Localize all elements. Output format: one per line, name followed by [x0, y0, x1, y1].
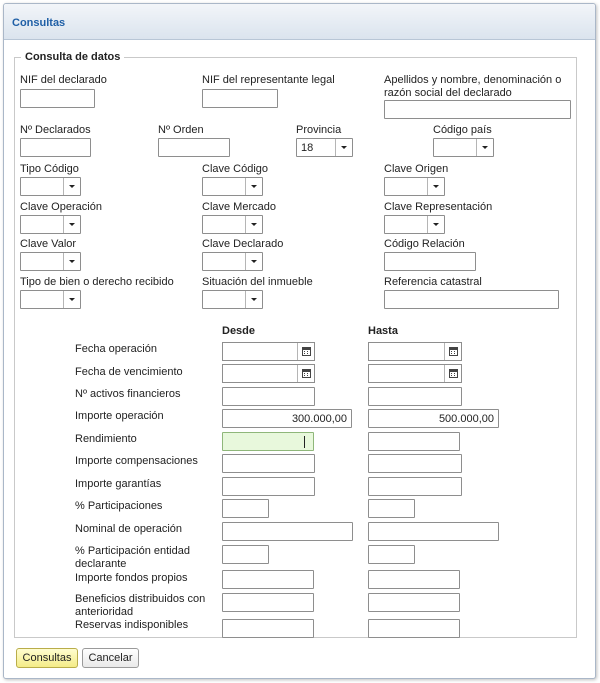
importe-compensaciones-desde[interactable] — [222, 454, 315, 473]
reservas-hasta[interactable] — [368, 619, 460, 638]
panel-header — [4, 4, 595, 40]
nominal-operacion-hasta[interactable] — [368, 522, 499, 541]
chevron-down-icon[interactable] — [245, 291, 262, 308]
clave-representacion-label: Clave Representación — [384, 201, 493, 213]
participacion-entidad-hasta[interactable] — [368, 545, 415, 564]
chevron-down-icon[interactable] — [63, 178, 80, 195]
fecha-vencimiento-hasta[interactable] — [368, 364, 462, 383]
codigo-relacion-label: Código Relación — [384, 238, 465, 250]
n-orden-label: Nº Orden — [158, 124, 204, 136]
section-legend: Consulta de datos — [25, 51, 121, 63]
consultas-button[interactable]: Consultas — [16, 648, 78, 668]
rendimiento-label: Rendimiento — [75, 433, 137, 445]
importe-operacion-hasta[interactable] — [368, 409, 499, 428]
chevron-down-icon[interactable] — [63, 216, 80, 233]
beneficios-label: Beneficios distribuidos con anterioridad — [75, 593, 206, 618]
clave-origen-select[interactable] — [384, 177, 445, 196]
chevron-down-icon[interactable] — [245, 253, 262, 270]
importe-fondos-desde[interactable] — [222, 570, 314, 589]
nominal-operacion-desde[interactable] — [222, 522, 353, 541]
nif-declarado-label: NIF del declarado — [20, 74, 107, 86]
participaciones-hasta[interactable] — [368, 499, 415, 518]
chevron-down-icon[interactable] — [427, 216, 444, 233]
chevron-down-icon[interactable] — [476, 139, 493, 156]
n-activos-label: Nº activos financieros — [75, 388, 181, 400]
nominal-operacion-label: Nominal de operación — [75, 523, 183, 535]
calendar-button[interactable] — [444, 343, 461, 360]
importe-operacion-label: Importe operación — [75, 410, 164, 422]
situacion-inmueble-select[interactable] — [202, 290, 263, 309]
apellidos-input[interactable] — [384, 100, 571, 119]
calendar-button[interactable] — [297, 343, 314, 360]
clave-mercado-label: Clave Mercado — [202, 201, 276, 213]
clave-valor-select[interactable] — [20, 252, 81, 271]
nif-representante-input[interactable] — [202, 89, 278, 108]
participacion-entidad-label: % Participación entidad declarante — [75, 545, 190, 570]
clave-valor-label: Clave Valor — [20, 238, 77, 250]
n-declarados-label: Nº Declarados — [20, 124, 91, 136]
chevron-down-icon[interactable] — [245, 216, 262, 233]
importe-operacion-desde[interactable] — [222, 409, 352, 428]
importe-garantias-desde[interactable] — [222, 477, 315, 496]
reservas-desde[interactable] — [222, 619, 314, 638]
chevron-down-icon[interactable] — [427, 178, 444, 195]
importe-compensaciones-label: Importe compensaciones — [75, 455, 198, 467]
n-declarados-input[interactable] — [20, 138, 91, 157]
referencia-catastral-input[interactable] — [384, 290, 559, 309]
calendar-icon — [449, 369, 458, 378]
nif-declarado-input[interactable] — [20, 89, 95, 108]
n-activos-hasta[interactable] — [368, 387, 462, 406]
codigo-pais-select[interactable] — [433, 138, 494, 157]
fecha-vencimiento-label: Fecha de vencimiento — [75, 366, 183, 378]
participacion-entidad-desde[interactable] — [222, 545, 269, 564]
importe-compensaciones-hasta[interactable] — [368, 454, 462, 473]
clave-representacion-select[interactable] — [384, 215, 445, 234]
provincia-select[interactable] — [296, 138, 353, 157]
clave-declarado-label: Clave Declarado — [202, 238, 284, 250]
tipo-bien-select[interactable] — [20, 290, 81, 309]
hasta-header: Hasta — [368, 325, 398, 337]
calendar-button[interactable] — [444, 365, 461, 382]
calendar-icon — [449, 347, 458, 356]
referencia-catastral-label: Referencia catastral — [384, 276, 482, 288]
situacion-inmueble-label: Situación del inmueble — [202, 276, 313, 288]
clave-declarado-select[interactable] — [202, 252, 263, 271]
fecha-operacion-hasta[interactable] — [368, 342, 462, 361]
desde-header: Desde — [222, 325, 256, 337]
cancelar-button[interactable]: Cancelar — [82, 648, 139, 668]
calendar-button[interactable] — [297, 365, 314, 382]
beneficios-hasta[interactable] — [368, 593, 460, 612]
chevron-down-icon[interactable] — [63, 253, 80, 270]
chevron-down-icon[interactable] — [245, 178, 262, 195]
fecha-operacion-label: Fecha operación — [75, 343, 157, 355]
clave-codigo-label: Clave Código — [202, 163, 269, 175]
clave-operacion-label: Clave Operación — [20, 201, 102, 213]
apellidos-label: Apellidos y nombre, denominación o razón social del declarado — [384, 74, 562, 99]
text-cursor — [304, 436, 305, 448]
clave-operacion-select[interactable] — [20, 215, 81, 234]
tipo-bien-label: Tipo de bien o derecho recibido — [20, 276, 174, 288]
chevron-down-icon[interactable] — [335, 139, 352, 156]
tipo-codigo-label: Tipo Código — [20, 163, 79, 175]
calendar-icon — [302, 347, 311, 356]
clave-origen-label: Clave Origen — [384, 163, 449, 175]
importe-garantias-label: Importe garantías — [75, 478, 162, 490]
nif-representante-label: NIF del representante legal — [202, 74, 335, 86]
provincia-label: Provincia — [296, 124, 342, 136]
importe-garantias-hasta[interactable] — [368, 477, 462, 496]
reservas-label: Reservas indisponibles — [75, 619, 189, 631]
calendar-icon — [302, 369, 311, 378]
participaciones-desde[interactable] — [222, 499, 269, 518]
fecha-vencimiento-desde[interactable] — [222, 364, 315, 383]
clave-mercado-select[interactable] — [202, 215, 263, 234]
importe-fondos-label: Importe fondos propios — [75, 572, 188, 584]
fecha-operacion-desde[interactable] — [222, 342, 315, 361]
codigo-pais-label: Código país — [433, 124, 492, 136]
chevron-down-icon[interactable] — [63, 291, 80, 308]
participaciones-label: % Participaciones — [75, 500, 163, 512]
n-orden-input[interactable] — [158, 138, 230, 157]
codigo-relacion-input[interactable] — [384, 252, 476, 271]
panel-title: Consultas — [12, 17, 66, 29]
rendimiento-hasta[interactable] — [368, 432, 460, 451]
beneficios-desde[interactable] — [222, 593, 314, 612]
importe-fondos-hasta[interactable] — [368, 570, 460, 589]
tipo-codigo-select[interactable] — [20, 177, 81, 196]
n-activos-desde[interactable] — [222, 387, 315, 406]
provincia-value: 18 — [301, 142, 314, 154]
rendimiento-desde[interactable] — [222, 432, 314, 451]
clave-codigo-select[interactable] — [202, 177, 263, 196]
